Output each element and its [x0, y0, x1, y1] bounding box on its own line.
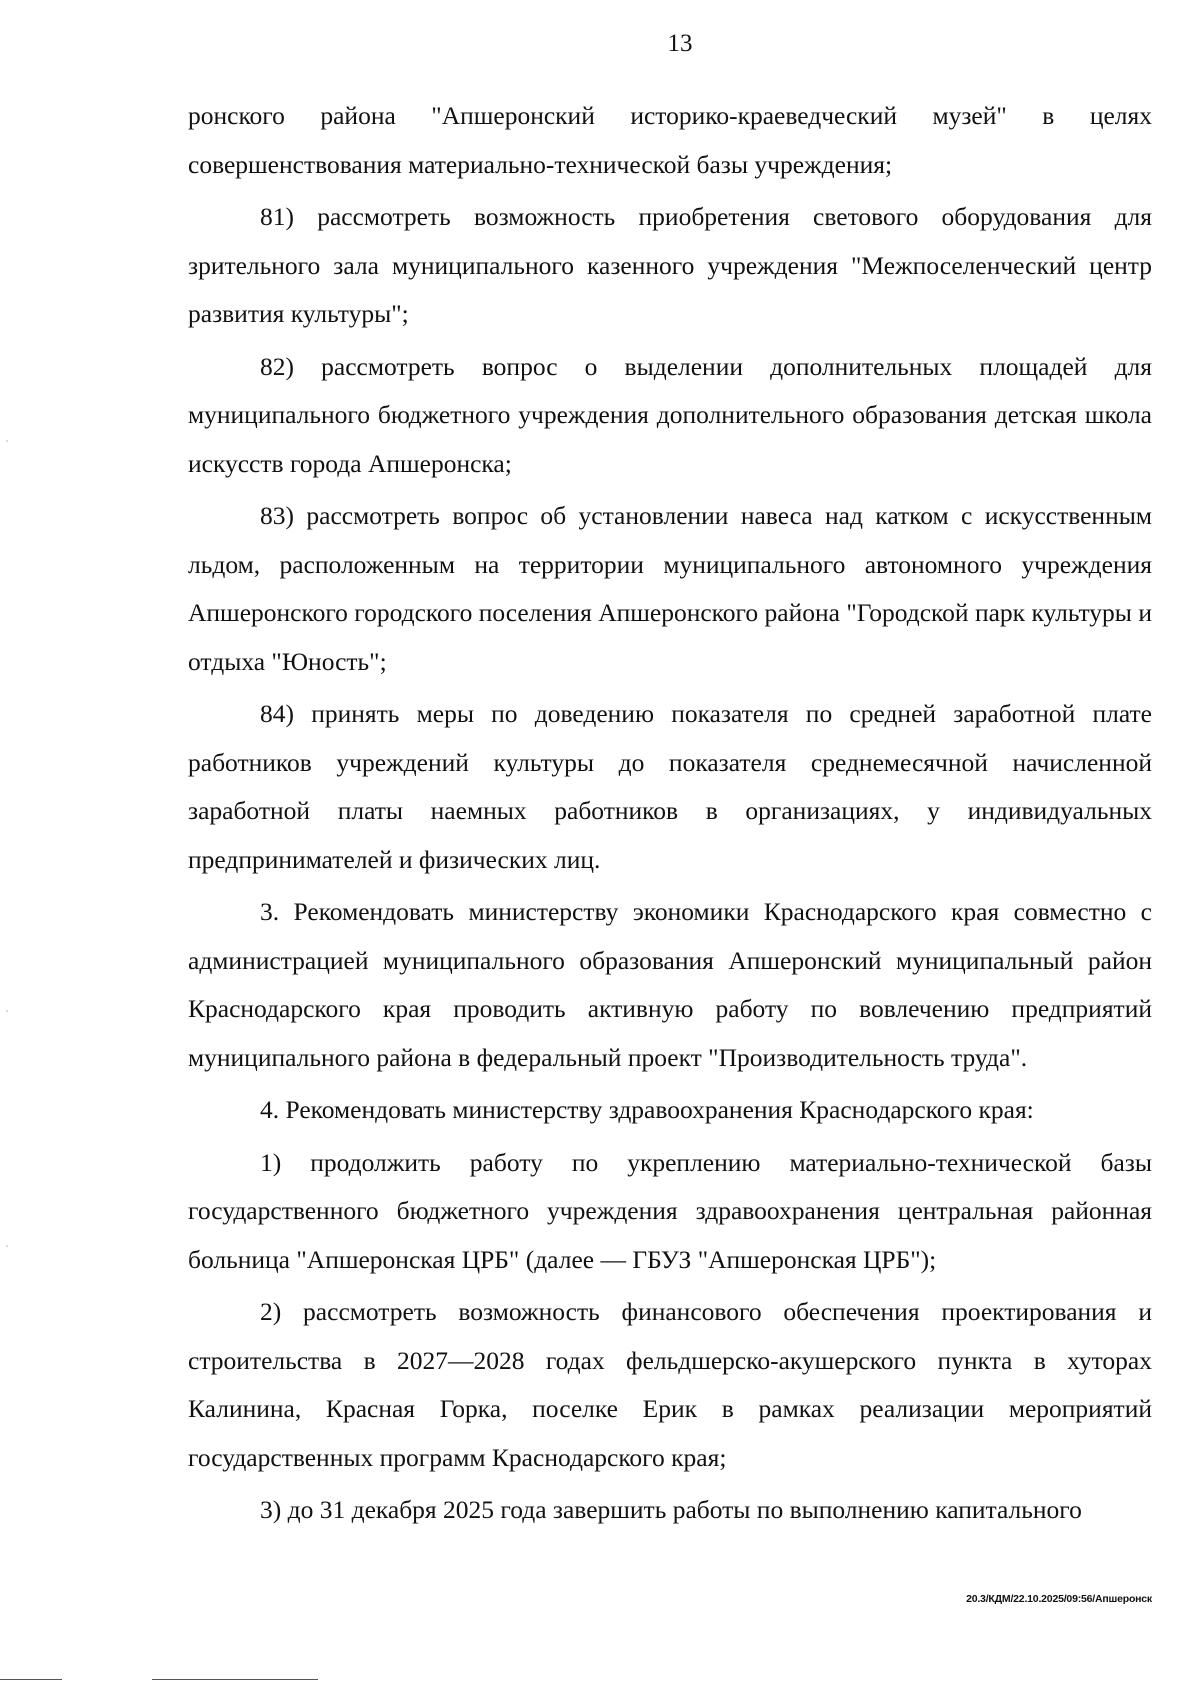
- paragraph-item-81: 81) рассмотреть возможность приобретения светового оборудования для зрительного зала муниципального казенного учреждения "Межпоселенческий центр развития культуры";: [188, 202, 1152, 328]
- paragraph-item-1: 1) продолжить работу по укреплению материально-технической базы государственного бюджетного учреждения здравоохранения центральная районная больница "Апшеронская ЦРБ" (далее — ГБУЗ "Апшеронская ЦРБ");: [188, 1147, 1152, 1274]
- paragraph-item-3: 3) до 31 декабря 2025 года завершить работы по выполнению капитального: [260, 1495, 1082, 1524]
- paragraph-item-84: 84) принять меры по доведению показателя по средней заработной плате работников учреждений культуры до показателя среднемесячной начисленной заработной платы наемных работников в организациях, у индивидуальных предпринимателей и физических лиц.: [188, 699, 1152, 874]
- scan-speck: [6, 1010, 8, 1012]
- bottom-rule-right: [152, 1679, 318, 1680]
- paragraph-continuation: ронского района "Апшеронский историко-краеведческий музей" в целях совершенствования материально-технической базы учреждения;: [188, 101, 1152, 179]
- paragraph-item-2: 2) рассмотреть возможность финансового обеспечения проектирования и строительства в 2027—2028 годах фельдшерско-акушерского пункта в хуторах Калинина, Красная Горка, поселке Ерик в рамках реализации мероприятий государственных программ Краснодарского края;: [188, 1297, 1152, 1472]
- paragraph-section-4: 4. Рекомендовать министерству здравоохранения Краснодарского края:: [260, 1095, 1034, 1124]
- paragraph-item-83: 83) рассмотреть вопрос об установлении навеса над катком с искусственным льдом, расположенным на территории муниципального автономного учреждения Апшеронского городского поселения Апшеронского района "Городской парк культуры и отдыха "Юность";: [188, 501, 1152, 676]
- document-registration-code: 20.3/КДМ/22.10.2025/09:56/Апшеронск: [966, 1593, 1152, 1605]
- scan-speck: [6, 1245, 8, 1247]
- bottom-rule-left: [0, 1679, 62, 1680]
- page-number: 13: [667, 30, 693, 57]
- paragraph-item-82: 82) рассмотреть вопрос о выделении дополнительных площадей для муниципального бюджетного учреждения дополнительного образования детская школа искусств города Апшеронска;: [188, 351, 1152, 478]
- scan-speck: [6, 440, 8, 442]
- paragraph-section-3: 3. Рекомендовать министерству экономики Краснодарского края совместно с администрацией муниципального образования Апшеронский муниципальный район Краснодарского края проводить активную работу по вовлечению предприятий муниципального района в федеральный проект "Производительность труда".: [188, 897, 1152, 1072]
- document-body: [188, 92, 1152, 1539]
